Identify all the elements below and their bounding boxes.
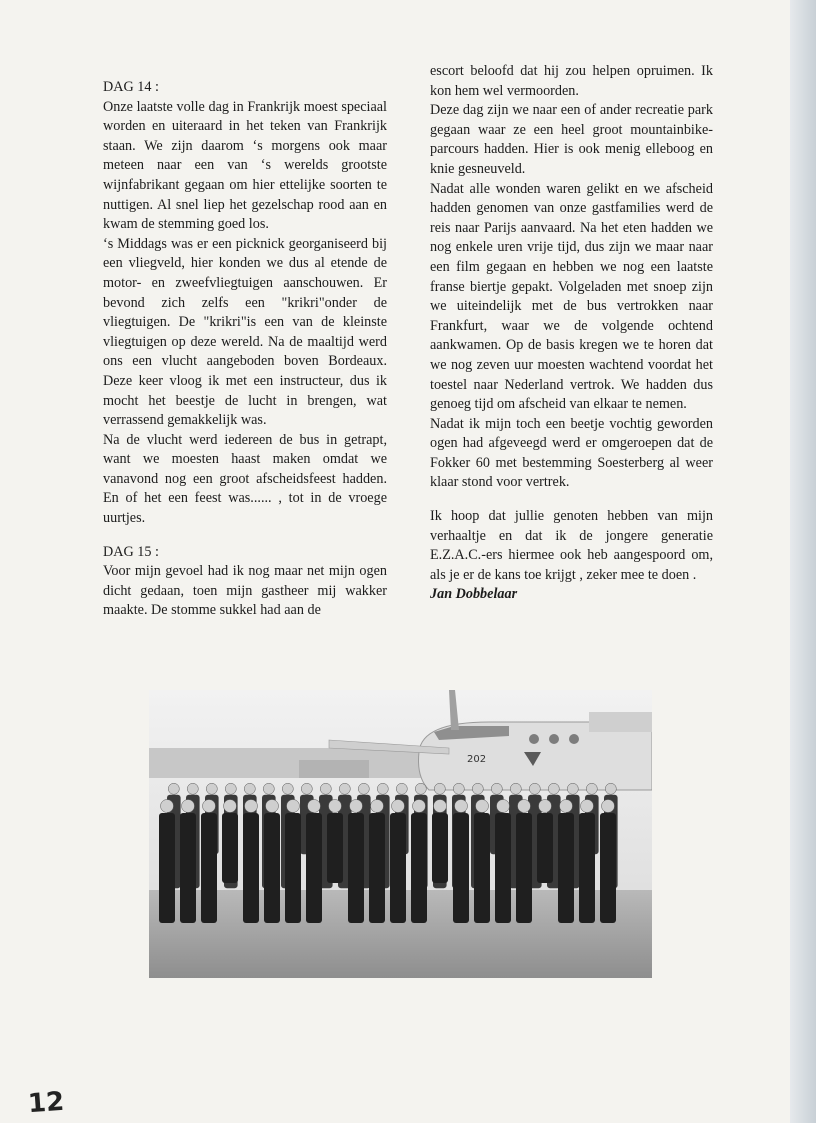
day14-paragraph-3: Na de vlucht werd iedereen de bus in getrapt, want we moesten haast maken omdat we vanavond nog een groot afscheidsfeest hadden. En of het een feest was...... , tot in de vroege uurtjes. bbox=[103, 431, 387, 527]
aircraft-number: 202 bbox=[467, 754, 487, 765]
right-paragraph-4: Nadat ik mijn toch een beetje vochtig geworden ogen had afgeveegd werd er omgeroepen dat de Fokker 60 met bestemming Soesterberg al weer klaar stond voor vertrek. bbox=[430, 415, 713, 491]
left-column bbox=[103, 78, 387, 621]
author-signature: Jan Dobbelaar bbox=[430, 586, 518, 603]
day14-paragraph-1: Onze laatste volle dag in Frankrijk moest speciaal worden en uiteraard in het teken van Frankrijk staan. We zijn daarom ‘s morgens ook maar meteen naar een van ‘s werelds grootste wijnfabrikant gegaan om hier ettelijke soorten te nuttigen. Al snel liep het gezelschap rood aan en kwam de stemming goed los. bbox=[103, 98, 387, 233]
day15-paragraph-1: Voor mijn gevoel had ik nog maar net mijn ogen dicht gedaan, toen mijn gastheer mij wakker maakte. De stomme sukkel had aan de bbox=[103, 563, 387, 619]
closing-paragraph: Ik hoop dat jullie genoten hebben van mijn verhaaltje en dat ik de jongere generatie E.Z.A.C.-ers hiermee ook heb aangespoord om, als je er de kans toe krijgt , zeker mee te doen . bbox=[430, 508, 713, 583]
right-paragraph-2: Deze dag zijn we naar een of ander recreatie park gegaan waar ze een heel groot mountainbike-parcours hadden. Hier is ook menig elleboog en knie gesneuveld. bbox=[430, 102, 713, 177]
day14-heading: DAG 14 : bbox=[103, 79, 159, 95]
right-column bbox=[430, 62, 713, 605]
page-edge bbox=[790, 0, 816, 1123]
day15-heading: DAG 15 : bbox=[103, 543, 159, 560]
right-paragraph-3: Nadat alle wonden waren gelikt en we afscheid hadden genomen van onze gastfamilies werd de reis naar Parijs aanvaard. Na het eten hadden we nog enkele uren vrije tijd, dus zijn we maar naar een film gegaan en hebben we nog een laatste franse biertje gepakt. Volgeladen met snoep zijn we uiteindelijk met de bus vertrokken naar Frankfurt, waar we de volgende ochtend aankwamen. Op de basis kregen we te horen dat we nog zeven uur moesten wachtend voordat het toestel naar Nederland vertrok. We hadden dus genoeg tijd om afscheid van elkaar te nemen. bbox=[430, 180, 713, 413]
right-paragraph-1: escort beloofd dat hij zou helpen opruimen. Ik kon hem wel vermoorden. bbox=[430, 63, 713, 99]
page-number: 12 bbox=[26, 1086, 66, 1120]
day14-paragraph-2: ‘s Middags was er een picknick georganiseerd bij een vliegveld, hier konden we dus al etende de motor- en zweefvliegtuigen aanschouwen. Er bevond zich zelfs een "krikri"onder de vliegtuigen. De "krikri"is een van de kleinste vliegtuigen op deze wereld. Na de maaltijd werd ons een vlucht aangeboden boven Bordeaux. Deze keer vloog ik met een instructeur, dus ik mocht het beestje de lucht in brengen, wat verrassend gemakkelijk was. bbox=[103, 235, 387, 429]
group-photo bbox=[149, 690, 652, 978]
